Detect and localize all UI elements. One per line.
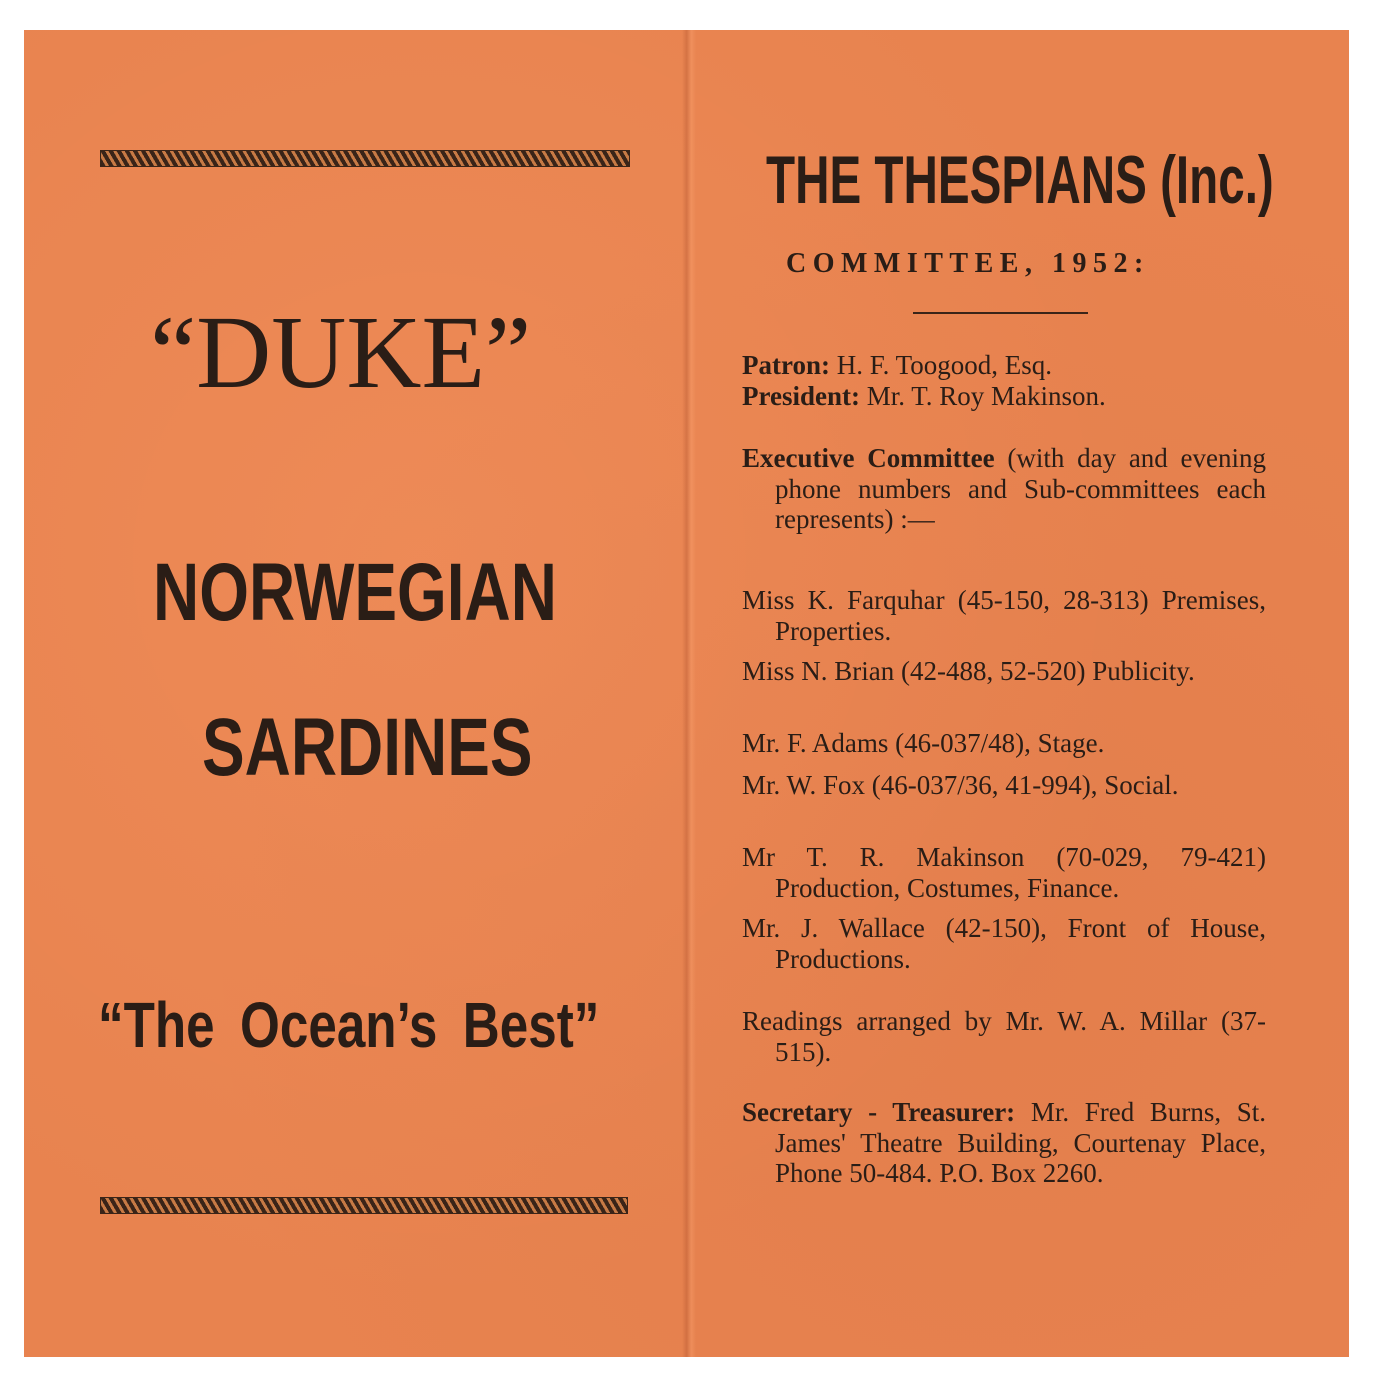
exec-text: (with day and evening phone numbers and Sub-committees each represents) :— <box>775 443 1266 534</box>
member-entry: Mr. F. Adams (46-037/48), Stage. <box>742 728 1105 758</box>
patron-name: H. F. Toogood, Esq. <box>836 350 1052 380</box>
sardines-heading: SARDINES <box>202 702 533 793</box>
member-entry: Miss N. Brian (42-488, 52-520) Publicity. <box>742 656 1195 686</box>
member-entry: Mr. J. Wallace (42-150), Front of House, Productions. <box>742 913 1266 974</box>
president-label: President: <box>742 381 860 411</box>
center-fold <box>682 30 696 1357</box>
norwegian-heading: NORWEGIAN <box>153 547 557 638</box>
executive-intro <box>742 443 1266 535</box>
brand-duke: “DUKE” <box>150 295 532 410</box>
secretary-label: Secretary - Treasurer: <box>742 1097 1016 1127</box>
thespians-title: THE THESPIANS (Inc.) <box>766 142 1274 218</box>
president-line <box>742 381 1266 412</box>
member-entry: Mr. W. Fox (46-037/36, 41-994), Social. <box>742 770 1179 800</box>
top-decorative-rule <box>100 150 630 167</box>
readings-entry: Readings arranged by Mr. W. A. Millar (37-515). <box>742 1006 1266 1067</box>
exec-label: Executive Committee <box>742 443 995 473</box>
divider <box>913 312 1088 314</box>
patron-line <box>742 350 1266 381</box>
committee-subtitle: COMMITTEE, 1952: <box>786 248 1150 279</box>
bottom-decorative-rule <box>100 1197 628 1214</box>
secretary-details: Mr. Fred Burns, St. James' Theatre Building, Courtenay Place, Phone 50-484. P.O. Box 2260. <box>775 1097 1267 1188</box>
slogan: “The Ocean’s Best” <box>98 989 600 1061</box>
member-entry: Miss K. Farquhar (45-150, 28-313) Premises, Properties. <box>742 585 1266 646</box>
president-name: Mr. T. Roy Makinson. <box>866 381 1106 411</box>
secretary-entry <box>742 1097 1266 1189</box>
member-entry: Mr T. R. Makinson (70-029, 79-421) Production, Costumes, Finance. <box>742 842 1266 903</box>
patron-label: Patron: <box>742 350 830 380</box>
